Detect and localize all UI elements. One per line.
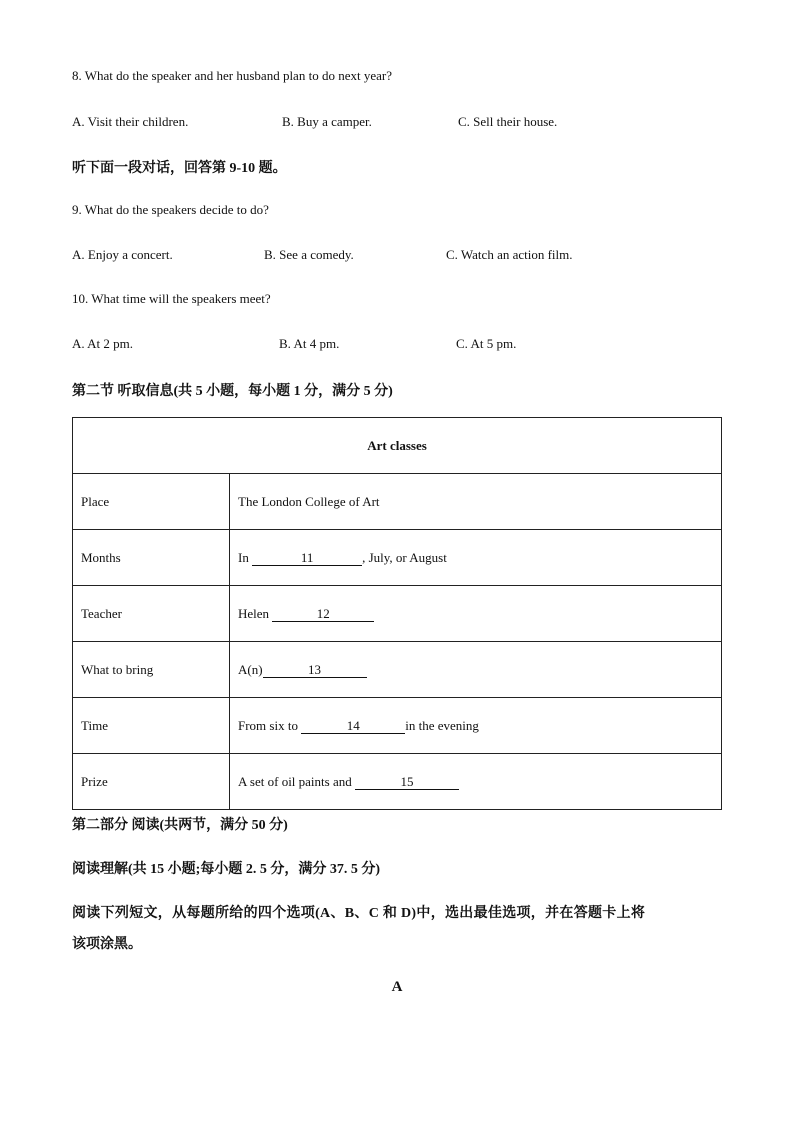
q8-option-b: B. Buy a camper. [282, 114, 372, 129]
instruction-9-10: 听下面一段对话，回答第 9-10 题。 [72, 161, 287, 176]
row-label: Time [73, 698, 230, 754]
row-text-after: , July, or August [362, 549, 447, 565]
art-classes-table [72, 417, 722, 810]
q8-option-c: C. Sell their house. [458, 114, 558, 129]
row-text-after: in the evening [405, 717, 479, 733]
question-10: 10. What time will the speakers meet? [72, 291, 271, 306]
q9-option-b: B. See a comedy. [264, 247, 354, 262]
row-text-before: The London College of Art [238, 493, 380, 509]
row-label: Prize [73, 754, 230, 810]
reading-heading: 阅读理解(共 15 小题;每小题 2. 5 分，满分 37. 5 分) [72, 862, 380, 877]
table-row [73, 586, 722, 642]
row-value [230, 698, 722, 754]
q8-option-a: A. Visit their children. [72, 114, 189, 129]
question-9: 9. What do the speakers decide to do? [72, 202, 269, 217]
passage-label: A [391, 979, 403, 995]
row-label: What to bring [73, 642, 230, 698]
table-row [73, 698, 722, 754]
row-value [230, 754, 722, 810]
row-label: Months [73, 530, 230, 586]
row-text-before: A(n) [238, 661, 263, 677]
answer-blank: 14 [301, 719, 405, 734]
table-row [73, 530, 722, 586]
row-label: Place [73, 474, 230, 530]
table-row [73, 474, 722, 530]
answer-blank: 12 [272, 607, 374, 622]
row-text-before: In [238, 549, 253, 565]
row-text-before: A set of oil paints and [238, 773, 355, 789]
section-2-heading: 第二节 听取信息(共 5 小题，每小题 1 分，满分 5 分) [72, 384, 393, 399]
q9-option-a: A. Enjoy a concert. [72, 247, 173, 262]
table-title-row [73, 418, 722, 474]
q9-option-c: C. Watch an action film. [446, 247, 573, 262]
reading-instruction-line-1: 阅读下列短文，从每题所给的四个选项(A、B、C 和 D)中，选出最佳选项，并在答题卡上将 [72, 906, 646, 921]
answer-blank: 13 [263, 663, 367, 678]
part-2-heading: 第二部分 阅读(共两节，满分 50 分) [72, 818, 288, 833]
reading-instruction-line-2: 该项涂黑。 [72, 937, 142, 952]
q10-option-c: C. At 5 pm. [456, 336, 517, 351]
table-row [73, 642, 722, 698]
row-label: Teacher [73, 586, 230, 642]
table-row [73, 754, 722, 810]
q10-option-b: B. At 4 pm. [279, 336, 340, 351]
row-text-before: From six to [238, 717, 302, 733]
row-value [230, 642, 722, 698]
row-value [230, 530, 722, 586]
row-value [230, 474, 722, 530]
q10-option-a: A. At 2 pm. [72, 336, 134, 351]
question-8: 8. What do the speaker and her husband plan to do next year? [72, 68, 392, 83]
answer-blank: 11 [252, 551, 362, 566]
row-text-before: Helen [238, 605, 273, 621]
answer-blank: 15 [355, 775, 459, 790]
table-title: Art classes [73, 418, 722, 474]
row-value [230, 586, 722, 642]
